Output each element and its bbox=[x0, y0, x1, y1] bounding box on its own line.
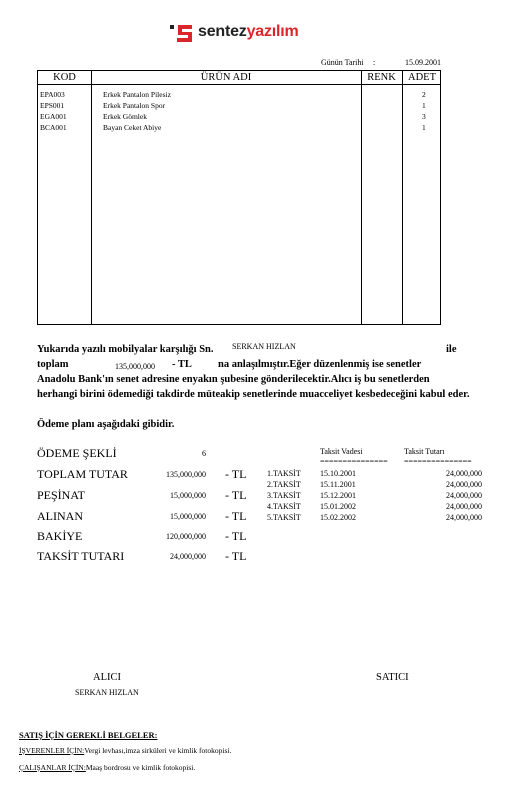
installment-amount-rule: =============== bbox=[404, 457, 472, 466]
installment-amount: 24,000,000 bbox=[446, 502, 482, 511]
customer-name: SERKAN HIZLAN bbox=[232, 342, 296, 351]
total-amount: 135,000,000 bbox=[115, 362, 155, 371]
installment-date: 15.01.2002 bbox=[320, 502, 356, 511]
logo-text bbox=[198, 23, 299, 41]
employers-text: Vergi levhası,imza sirküleri ve kimlik fotokopisi. bbox=[84, 746, 232, 755]
summary-label: ÖDEME ŞEKLİ bbox=[37, 446, 117, 460]
summary-value: 15,000,000 bbox=[170, 512, 206, 521]
statement-line1-end: ile bbox=[446, 344, 457, 355]
installment-label: 4.TAKSİT bbox=[267, 502, 301, 511]
seller-label: SATICI bbox=[376, 672, 409, 683]
statement-line2-end: na anlaşılmıştır.Eğer düzenlenmiş ise senetler bbox=[218, 359, 422, 370]
installment-date: 15.10.2001 bbox=[320, 469, 356, 478]
installment-label: 2.TAKSİT bbox=[267, 480, 301, 489]
date-separator: : bbox=[373, 58, 376, 67]
installment-date: 15.11.2001 bbox=[320, 480, 356, 489]
summary-label: ALINAN bbox=[37, 509, 83, 523]
buyer-label: ALICI bbox=[93, 672, 121, 683]
summary-value: 24,000,000 bbox=[170, 552, 206, 561]
statement-line2-start: toplam bbox=[37, 359, 69, 370]
employers-label: İŞVERENLER İÇİN: bbox=[19, 746, 85, 755]
statement-line3: Anadolu Bank'ın senet adresine enyakın şubesine gönderilecektir.Alıcı iş bu senetlerden bbox=[37, 374, 430, 385]
logo-text-red: yazılım bbox=[246, 23, 299, 40]
cell-adet: 1 bbox=[422, 123, 426, 132]
installment-amount: 24,000,000 bbox=[446, 491, 482, 500]
column-divider bbox=[402, 71, 403, 324]
summary-label: BAKİYE bbox=[37, 529, 83, 543]
installment-amount: 24,000,000 bbox=[446, 469, 482, 478]
installment-date-header: Taksit Vadesi bbox=[320, 447, 363, 456]
cell-kod: BCA001 bbox=[40, 123, 67, 132]
statement-tl: - TL bbox=[172, 359, 192, 370]
column-header-renk: RENK bbox=[367, 72, 396, 83]
summary-currency: - TL bbox=[225, 529, 247, 543]
cell-urun: Erkek Pantalon Pilesiz bbox=[103, 90, 171, 99]
summary-label: TAKSİT TUTARI bbox=[37, 549, 125, 563]
installment-amount: 24,000,000 bbox=[446, 513, 482, 522]
cell-adet: 1 bbox=[422, 101, 426, 110]
installment-amount-header: Taksit Tutarı bbox=[404, 447, 445, 456]
cell-adet: 2 bbox=[422, 90, 426, 99]
summary-value: 6 bbox=[202, 449, 206, 458]
summary-currency: - TL bbox=[225, 467, 247, 481]
employers-docs bbox=[19, 746, 231, 755]
employees-docs bbox=[19, 763, 195, 772]
summary-label: PEŞİNAT bbox=[37, 488, 86, 502]
table-header-divider bbox=[38, 84, 440, 85]
required-docs-title: SATIŞ İÇİN GEREKLİ BELGELER: bbox=[19, 730, 158, 740]
installment-date: 15.12.2001 bbox=[320, 491, 356, 500]
statement-line4: herhangi birini ödemediği takdirde müteakip senetlerinde muacceliyet kesbedeceğini kabul eder. bbox=[37, 389, 470, 400]
date-value: 15.09.2001 bbox=[405, 58, 441, 67]
cell-adet: 3 bbox=[422, 112, 426, 121]
summary-currency: - TL bbox=[225, 509, 247, 523]
sentez-logo-icon bbox=[168, 22, 196, 44]
statement-line1: Yukarıda yazılı mobilyalar karşılığı Sn. bbox=[37, 344, 214, 355]
summary-value: 120,000,000 bbox=[166, 532, 206, 541]
date-label: Günün Tarihi bbox=[321, 58, 364, 67]
payment-plan-intro: Ödeme planı aşağıdaki gibidir. bbox=[37, 419, 175, 430]
installment-label: 5.TAKSİT bbox=[267, 513, 301, 522]
cell-kod: EGA001 bbox=[40, 112, 67, 121]
logo-text-dark: sentez bbox=[198, 23, 247, 40]
summary-currency: - TL bbox=[225, 549, 247, 563]
cell-urun: Erkek Pantalon Spor bbox=[103, 101, 166, 110]
cell-kod: EPA003 bbox=[40, 90, 65, 99]
column-header-kod: KOD bbox=[53, 72, 76, 83]
summary-currency: - TL bbox=[225, 488, 247, 502]
employees-label: ÇALIŞANLAR İÇİN: bbox=[19, 763, 86, 772]
column-header-adet: ADET bbox=[408, 72, 436, 83]
installment-label: 3.TAKSİT bbox=[267, 491, 301, 500]
installment-amount: 24,000,000 bbox=[446, 480, 482, 489]
summary-value: 135,000,000 bbox=[166, 470, 206, 479]
cell-urun: Bayan Ceket Abiye bbox=[103, 123, 162, 132]
summary-label: TOPLAM TUTAR bbox=[37, 467, 128, 481]
product-table bbox=[37, 70, 441, 325]
cell-kod: EPS001 bbox=[40, 101, 65, 110]
buyer-name: SERKAN HIZLAN bbox=[75, 688, 139, 697]
installment-date: 15.02.2002 bbox=[320, 513, 356, 522]
installment-date-rule: =============== bbox=[320, 457, 388, 466]
employees-text: Maaş bordrosu ve kimlik fotokopisi. bbox=[85, 763, 196, 772]
summary-value: 15,000,000 bbox=[170, 491, 206, 500]
column-header-urun-adi: ÜRÜN ADI bbox=[200, 72, 252, 83]
column-divider bbox=[361, 71, 362, 324]
cell-urun: Erkek Gömlek bbox=[103, 112, 147, 121]
installment-label: 1.TAKSİT bbox=[267, 469, 301, 478]
column-divider bbox=[91, 71, 92, 324]
